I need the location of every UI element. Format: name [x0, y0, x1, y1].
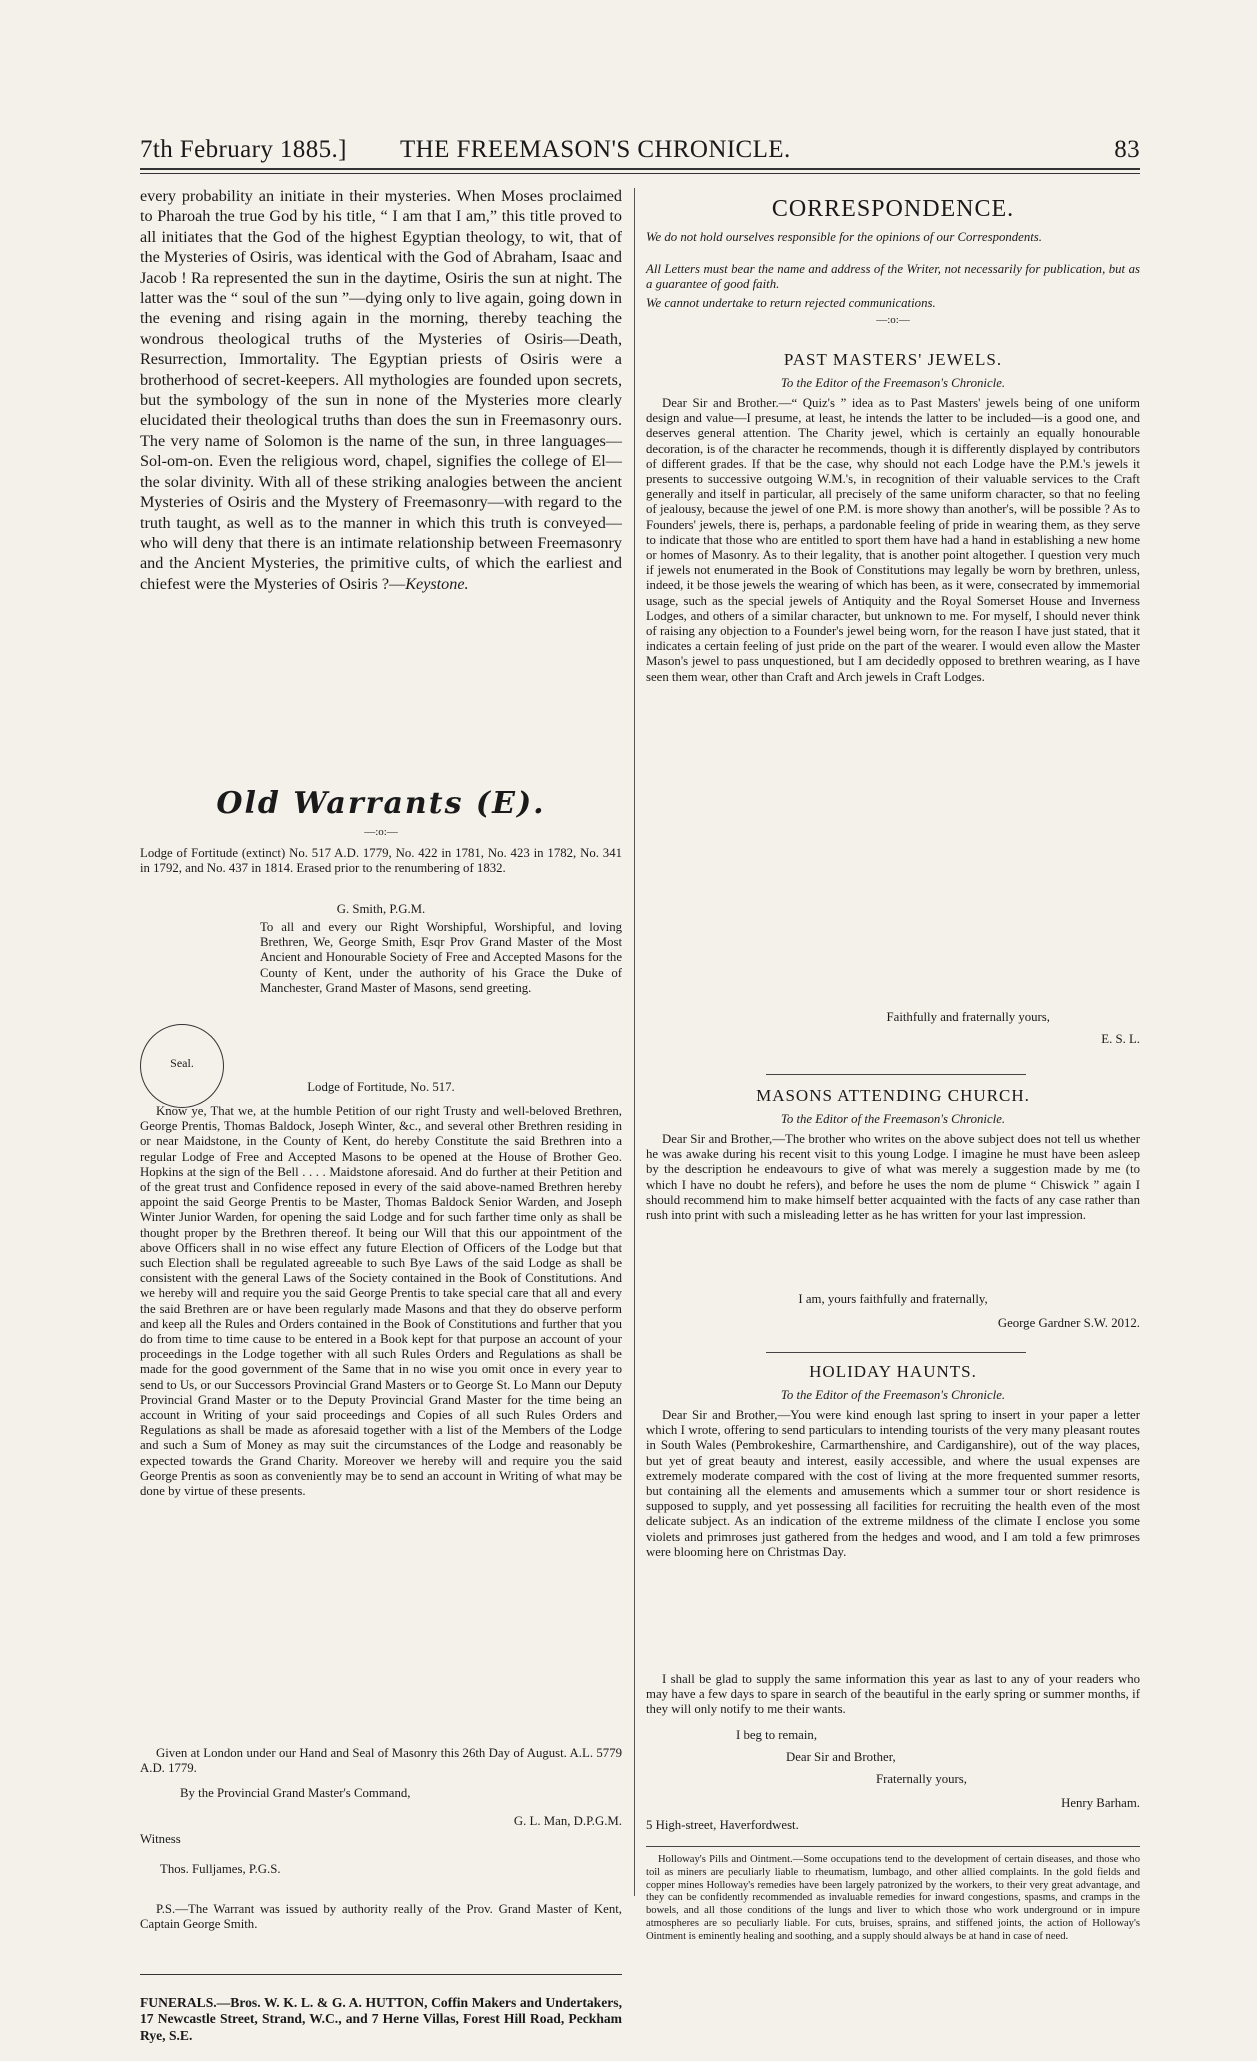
issue-date: 7th February 1885.]: [140, 136, 347, 163]
warrant-body: Know ye, That we, at the humble Petition of our right Trusty and well-beloved Brethren, George Prentis, Thomas Baldock, Joseph Winter, &c., and several other Brethren residing in or near Maidstone, in the County of Kent, do hereby Constitute the said Brethren into a regular Lodge of Free and Accepted Masons to be opened at the House of Brother Geo. Hopkins at the sign of the Bell . . . . Maidstone aforesaid. And do further at their Petition and of the great trust and Confidence reposed in every of the said above-named Brethren hereby appoint the said George Prentis to be Master, Thomas Baldock Senior Warden, and Joseph Winter Junior Warden, for opening the said Lodge and for such farther time only as shall be thought proper by the Brethren thereof. It being our Will that this our appointment of the above Officers shall in no wise effect any future Election of Officers of the Lodge but that such Election shall be regulated agreeable to such Bye Laws of the said Lodge as shall be consistent with the general Laws of the Society contained in the Book of Constitutions. And we hereby will and require you the said George Prentis to take special care that all and every the said Brethren are or have been regularly made Masons and that they do observe perform and keep all the Rules and Orders contained in the Book of Constitutions and further that you do from time to time cause to be entered in a Book kept for that purpose an account of your proceedings in the Lodge together with all such Rules Orders and Regulations as shall be made for the good government of the Same that in no wise you omit once in every year to send to Us, or our Successors Provincial Grand Masters or to George St. Lo Mann our Deputy Provincial Grand Master or to the Deputy Provincial Grand Master for the time being an account in Writing of your said proceedings and Copies of all such Rules Orders and Regulations as shall be made as aforesaid together with a list of the Members of the Lodge and such a Sum of Money as may suit the circumstances of the Lodge and reasonably be expected towards the Grand Charity. Moreover we hereby will and require you the said George Prentis as soon as conveniently may be to send an account in Writing of what may be done by virtue of these presents.: [140, 1104, 622, 1499]
holiday-haunts-title: HOLIDAY HAUNTS.: [809, 1362, 977, 1381]
column-divider: [634, 188, 635, 1896]
lodge-heading: Lodge of Fortitude, No. 517.: [307, 1080, 455, 1094]
holloway-advert: Holloway's Pills and Ointment.—Some occupations tend to the development of certain diseases, and those who toil as miners are peculiarly liable to rheumatism, lumbago, and other allied complaints. In the gold fields and copper mines Holloway's remedies have been largely patronized by the workers, to their very great advantage, and they can be confidently recommended as invaluable remedies for inward congestions, spasms, and cramps in the bowels, and all those conditions of the lungs and liver to which those who work underground or in impure atmospheres are so peculiarly liable. For cuts, bruises, sprains, and stiffened joints, the action of Holloway's Ointment is eminently healing and soothing, and a supply should always be at hand in case of need.: [646, 1854, 1140, 1942]
holiday-letter-continued: I shall be glad to supply the same information this year as last to any of your readers who may have a few days to spare in search of the beautiful in the early spring or summer months, if they will only notify to me their wants.: [646, 1672, 1140, 1717]
article-source: Keystone.: [405, 574, 469, 593]
advert-rule: [646, 1846, 1140, 1847]
disclaimer-return: We cannot undertake to return rejected communications.: [646, 296, 936, 310]
lodge-of-fortitude-line: Lodge of Fortitude (extinct) No. 517 A.D. 1779, No. 422 in 1781, No. 423 in 1782, No. 341 in 1792, and No. 437 in 1814. Erased prior to the renumbering of 1832.: [140, 846, 622, 876]
funerals-rule: [140, 1974, 622, 1975]
masons-church-title: MASONS ATTENDING CHURCH.: [756, 1086, 1030, 1105]
to-editor: To the Editor of the Freemason's Chronicle.: [780, 1112, 1006, 1126]
holiday-signature: Henry Barham.: [1061, 1796, 1140, 1810]
right-column: [646, 186, 1140, 1942]
page-header: [140, 136, 1140, 168]
funerals-advert: FUNERALS.—Bros. W. K. L. & G. A. HUTTON, Coffin Makers and Undertakers, 17 Newcastle Street, Strand, W.C., and 7 Herne Villas, Forest Hill Road, Peckham Rye, S.E.: [140, 1994, 622, 2044]
warrant-salutation: To all and every our Right Worshipful, Worshipful, and loving Brethren, We, George Smith, Esqr Prov Grand Master of the Most Ancient and Honourable Society of Free and Accepted Masons for the County of Kent, under the authority of his Grace the Duke of Manchester, Grand Master of Masons, send greeting.: [260, 920, 622, 995]
left-column: [140, 186, 622, 2044]
holiday-regards: Fraternally yours,: [876, 1772, 967, 1786]
osiris-text: every probability an initiate in their mysteries. When Moses proclaimed to Pharoah the true God by his title, “ I am that I am,” this title proved to all initiates that the God of the highest Egyptian theology, to wit, that of the Mysteries of Osiris, was identical with the God of Abraham, Isaac and Jacob ! Ra represented the sun in the daytime, Osiris the sun at night. The latter was the “ soul of the sun ”—dying only to live again, going down in the evening and rising again in the morning, thereby teaching the wondrous theological truths of the Mysteries of Osiris—Death, Resurrection, Immortality. The Egyptian priests of Osiris were a brotherhood of secret-keepers. All mythologies are founded upon secrets, but the symbology of the sun in none of the Mysteries more clearly elucidated their theological truths than does the sun in Freemasonry ours. The very name of Solomon is the name of the sun, in three languages—Sol-om-on. Even the religious word, chapel, signifies the college of El—the solar divinity. With all of these striking analogies between the ancient Mysteries of Osiris and the Mystery of Freemasonry—with regard to the truth taught, as well as to the manner in which this truth is conveyed—who will deny that there is an intimate relationship between Freemasonry and the Ancient Mysteries, the primitive cults, of which the earliest and chiefest were the Mysteries of Osiris ?—: [140, 187, 622, 593]
page-number: 83: [1114, 136, 1140, 163]
past-masters-letter: Dear Sir and Brother.—“ Quiz's ” idea as to Past Masters' jewels being of one uniform design and value—I presume, at least, he intends the latter to be included—is a good one, and deserves general attention. The Charity jewel, which is certainly an equally honourable decoration, is of the character he recommends, though it is differently displayed by contributors of different grades. If that be the case, why should not each Lodge have the P.M.'s jewels it presents to successive outgoing W.M.'s, in recognition of their valuable services to the Craft generally and itself in particular, all precisely of the same uniform character, so that no feeling of jealousy, because the jewel of one P.M. is more showy than another's, will be possible ? As to Founders' jewels, there is, perhaps, a pardonable feeling of pride in wearing them, as they serve to indicate that those who are entitled to sport them have had a hand in establishing a new home or homes of Masonry. As to their legality, that is another point altogether. I question very much if jewels not enumerated in the Book of Constitutions may legally be worn by brethren, unless, indeed, it be those jewels the wearing of which has been, as it were, consecrated by immemorial usage, such as the special jewels of Antiquity and the Royal Somerset House and Inverness Lodges, and others of a similar character, but unknown to me. For myself, I should never think of raising any objection to a Founder's jewel being worn, for the reason I have just stated, that it indicates a certain feeling of just pride on the part of the wearer. I would even allow the Master Mason's jewel to pass unquestioned, but I am decidedly opposed to brethren wearing, as I have seen them wear, other than Craft and Arch jewels in Craft Lodges.: [646, 396, 1140, 684]
seal-circle: [140, 1024, 224, 1108]
fulljames-signature: Thos. Fulljames, P.G.S.: [160, 1862, 281, 1876]
church-signature: George Gardner S.W. 2012.: [997, 1316, 1140, 1330]
section-rule: [766, 1074, 1026, 1075]
seal-label: Seal.: [170, 1056, 194, 1070]
osiris-article: [140, 186, 622, 593]
command-line: By the Provincial Grand Master's Command,: [180, 1786, 411, 1800]
church-closing: I am, yours faithfully and fraternally,: [798, 1292, 988, 1306]
smith-signature: G. Smith, P.G.M.: [336, 902, 426, 916]
given-at-london: Given at London under our Hand and Seal of Masonry this 26th Day of August. A.L. 5779 A.D. 1779.: [140, 1746, 622, 1776]
masthead-title: THE FREEMASON'S CHRONICLE.: [400, 136, 791, 163]
disclaimer-address: All Letters must bear the name and address of the Writer, not necessarily for publication, but as a guarantee of good faith.: [646, 262, 1140, 292]
separator: —:o:—: [876, 314, 910, 326]
holiday-salutation: Dear Sir and Brother,: [786, 1750, 896, 1764]
section-rule: [766, 1352, 1026, 1353]
separator: —:o:—: [364, 826, 398, 838]
holiday-closing: I beg to remain,: [736, 1728, 818, 1742]
header-rule: [140, 168, 1140, 170]
to-editor: To the Editor of the Freemason's Chronicle.: [780, 376, 1006, 390]
postscript: P.S.—The Warrant was issued by authority really of the Prov. Grand Master of Kent, Captain George Smith.: [140, 1902, 622, 1932]
past-masters-title: PAST MASTERS' JEWELS.: [783, 350, 1003, 369]
header-rule-thin: [140, 173, 1140, 174]
old-warrants-title: Old Warrants (E).: [216, 786, 546, 821]
witness-label: Witness: [140, 1832, 181, 1846]
correspondence-title: CORRESPONDENCE.: [771, 196, 1015, 222]
disclaimer-opinions: We do not hold ourselves responsible for the opinions of our Correspondents.: [646, 230, 1042, 244]
pm-closing: Faithfully and fraternally yours,: [886, 1010, 1050, 1024]
holiday-address: 5 High-street, Haverfordwest.: [646, 1818, 799, 1832]
to-editor: To the Editor of the Freemason's Chronicle.: [780, 1388, 1006, 1402]
pm-signature: E. S. L.: [1101, 1032, 1140, 1046]
church-letter: Dear Sir and Brother,—The brother who writes on the above subject does not tell us whether he was awake during his recent visit to this young Lodge. I imagine he must have been asleep by the description he endeavours to give of what was merely a suggestion made by me (to which I have no doubt he refers), and before he uses the nom de plume “ Chiswick ” again I should recommend him to make himself better acquainted with the facts of any case rather than rush into print with such a misleading letter as he has written for your last impression.: [646, 1132, 1140, 1223]
man-signature: G. L. Man, D.P.G.M.: [513, 1814, 622, 1828]
holiday-letter: Dear Sir and Brother,—You were kind enough last spring to insert in your paper a letter which I wrote, offering to send particulars to intending tourists of the very many pleasant routes in South Wales (Pembrokeshire, Carmarthenshire, and Cardiganshire), out of the way places, but yet of great beauty and interest, easily accessible, and where the usual expenses are extremely moderate compared with the cost of living at the more frequented summer resorts, but containing all the elements and amusements which a summer tour or short residence is supposed to supply, and yet possessing all facilities for recruiting the health even of the most delicate subject. As an indication of the extreme mildness of the climate I enclose you some violets and primroses just gathered from the hedges and wood, and I am told a few primroses were blooming here on Christmas Day.: [646, 1408, 1140, 1559]
